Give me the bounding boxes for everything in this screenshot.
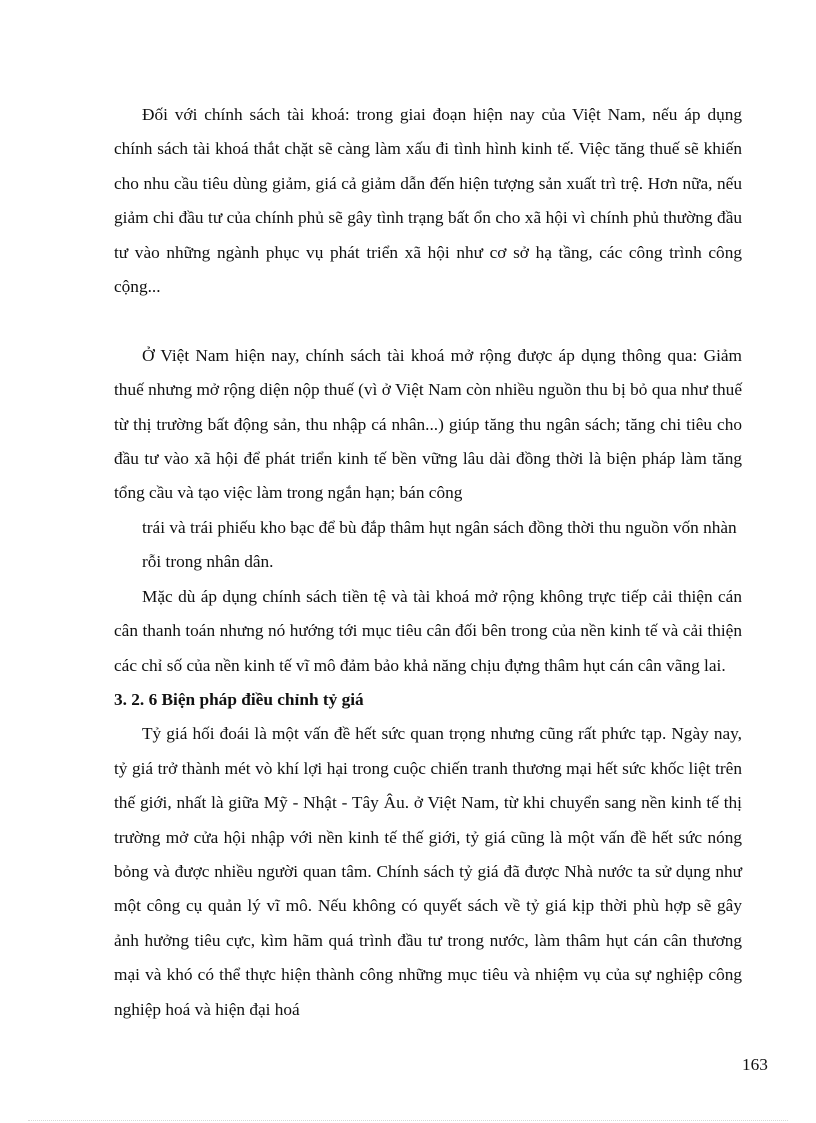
text-line: sách về tỷ giá kịp thời phù hợp sẽ gây ảnh hưởng tiêu cực, kìm hãm quá trình đầu xyxy=(114,896,742,950)
text-line: tư trong nước, làm thâm hụt cán cân thương mại và khó có thể thực hiện thành xyxy=(114,930,742,985)
text-line: Tỷ giá hối đoái là một vấn đề hết sức quan trọng nhưng cũng rất phức tạp. Ngày xyxy=(142,724,709,744)
section-heading: 3. 2. 6 Biện pháp điều chỉnh tỷ giá xyxy=(114,689,364,709)
text-line: khốc liệt trên thế giới, nhất là giữa Mỹ - Nhật - Tây Âu. ở Việt Nam, từ khi chuyển xyxy=(114,758,742,813)
text-line: Đối với chính sách tài khoá: trong giai đoạn hiện nay của Việt Nam, nếu áp xyxy=(142,105,701,124)
text-line: Giảm thuế nhưng mở rộng diện nộp thuế (vì ở Việt Nam còn nhiều nguồn thu bị bỏ xyxy=(114,345,742,400)
paragraph-fiscal-policy xyxy=(114,98,742,339)
text-line: thuế sẽ khiến cho nhu cầu tiêu dùng giảm, giá cả giảm dẫn đến hiện tượng sản xuất xyxy=(114,139,742,193)
text-line: đồng thời là biện pháp làm tăng tổng cầu và tạo việc làm trong ngắn hạn; bán công xyxy=(114,449,742,503)
text-line: nay, tỷ giá trở thành mét vò khí lợi hại trong cuộc chiến tranh thương mại hết sức xyxy=(114,724,742,778)
text-line: và cải thiện các chỉ số của nền kinh tế vĩ mô đảm bảo khả năng chịu đựng thâm hụt xyxy=(114,621,742,675)
text-line: trái và trái phiếu kho bạc để bù đắp thâm hụt ngân sách đồng thời thu nguồn xyxy=(142,517,669,537)
text-line: được Nhà nước ta sử dụng như một công cụ quản lý vĩ mô. Nếu không có quyết xyxy=(114,861,742,916)
paragraph-balance xyxy=(114,580,742,683)
text-line: một vấn đề hết sức nóng bỏng và được nhiều người quan tâm. Chính sách tỷ giá đã xyxy=(114,827,743,881)
paragraph-bonds xyxy=(114,511,742,580)
text-line: sách; tăng chi tiêu cho đầu tư vào xã hội để phát triển kinh tế bền vững lâu dài xyxy=(114,414,742,469)
text-line: sang nền kinh tế thị trường mở cửa hội nhập với nền kinh tế thế giới, tỷ giá cũng là xyxy=(114,793,742,847)
paragraph-exchange-rate xyxy=(114,717,742,1027)
text-line: Ở Việt Nam hiện nay, chính sách tài khoá mở rộng được áp dụng thông qua: xyxy=(142,345,698,365)
text-line: dụng chính sách tài khoá thắt chặt sẽ càng làm xấu đi tình hình kinh tế. Việc tăng xyxy=(114,105,742,159)
text-line: vốn nhàn rỗi trong nhân dân. xyxy=(142,517,737,572)
text-line: cán cân thanh toán nhưng nó hướng tới mục tiêu cân đối bên trong của nền kinh tế xyxy=(114,586,742,641)
text-line: Mặc dù áp dụng chính sách tiền tệ và tài khoá mở rộng không trực tiếp cải thiện xyxy=(142,586,713,606)
document-body xyxy=(114,98,742,1027)
text-line: công những mục tiêu và nhiệm vụ của sự nghiệp công nghiệp hoá và hiện đại hoá xyxy=(114,965,742,1019)
page-number: 163 xyxy=(742,1055,768,1074)
paragraph-expansionary-fiscal xyxy=(114,339,742,511)
text-line: sở hạ tầng, các công trình công cộng... xyxy=(114,242,742,297)
text-line: trì trệ. Hơn nữa, nếu giảm chi đầu tư của chính phủ sẽ gây tình trạng bất ổn cho xã xyxy=(114,173,742,228)
footer-divider xyxy=(28,1120,788,1121)
text-line: cán cân vãng lai. xyxy=(609,655,726,675)
text-line: hội vì chính phủ thường đầu tư vào những ngành phục vụ phát triển xã hội như cơ xyxy=(114,208,742,262)
text-line: qua như thuế từ thị trường bất động sản, thu nhập cá nhân...) giúp tăng thu ngân xyxy=(114,380,742,434)
